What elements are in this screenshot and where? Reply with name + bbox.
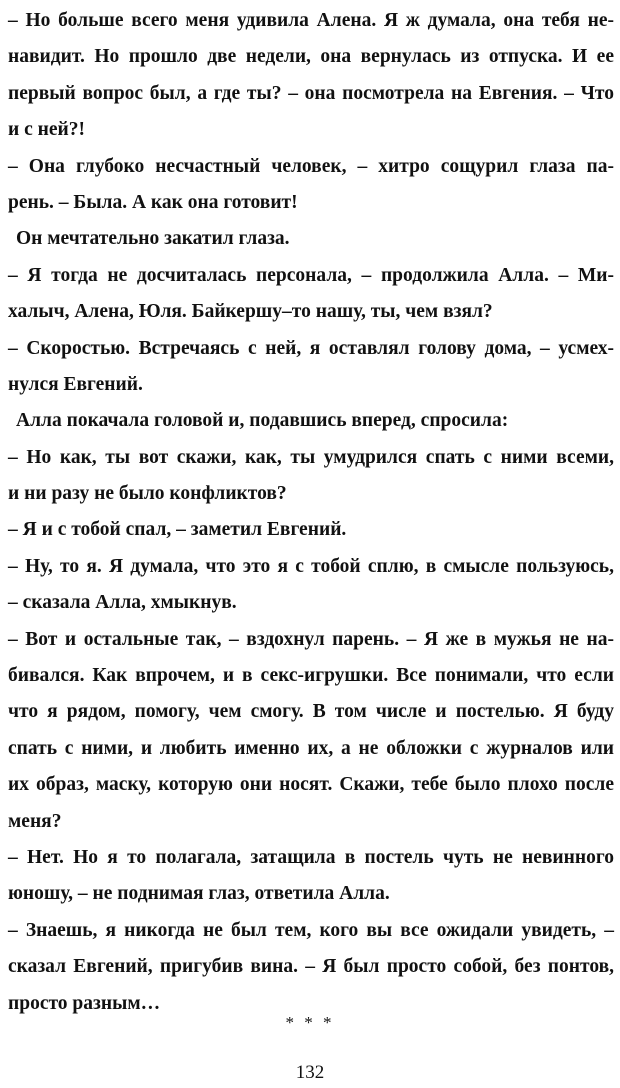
text-line: – сказала Алла, хмыкнув. xyxy=(8,592,237,614)
text-line: – Ну, то я. Я думала, что это я с тобой сплю, в смысле пользуюсь, xyxy=(8,555,614,577)
text-line: просто разным… xyxy=(8,992,161,1014)
text-line: бивался. Как впрочем, и в секс-игрушки. Все понимали, что если xyxy=(8,665,614,687)
page-number: 132 xyxy=(295,1062,325,1083)
text-line: – Но как, ты вот скажи, как, ты умудрился спать с ними всеми, xyxy=(8,446,614,468)
text-line: халыч, Алена, Юля. Байкершу–то нашу, ты, чем взял? xyxy=(8,301,493,323)
text-line: – Я тогда не досчиталась персонала, – продолжила Алла. – Ми- xyxy=(8,264,614,286)
section-separator: * * * xyxy=(285,1013,335,1032)
text-line: и с ней?! xyxy=(8,119,86,141)
text-line: меня? xyxy=(8,810,62,832)
text-line: – Она глубоко несчастный человек, – хитро сощурил глаза па- xyxy=(8,155,614,177)
text-line: – Нет. Но я то полагала, затащила в постель чуть не невинного xyxy=(8,846,614,868)
text-line: рень. – Была. А как она готовит! xyxy=(8,191,298,213)
text-line: – Знаешь, я никогда не был тем, кого вы все ожидали увидеть, – xyxy=(8,919,614,941)
text-line: и ни разу не было конфликтов? xyxy=(8,483,287,505)
text-line: сказал Евгений, пригубив вина. – Я был просто собой, без понтов, xyxy=(8,956,614,978)
text-line: нулся Евгений. xyxy=(8,373,143,395)
text-line: навидит. Но прошло две недели, она вернулась из отпуска. И ее xyxy=(8,46,614,68)
text-line: – Скоростью. Встречаясь с ней, я оставлял голову дома, – усмех- xyxy=(8,337,614,359)
text-line: что я рядом, помогу, чем смогу. В том числе и постелью. Я буду xyxy=(8,701,614,723)
page-text xyxy=(8,3,614,1022)
text-line: – Но больше всего меня удивила Алена. Я ж думала, она тебя не- xyxy=(8,10,614,31)
text-line: – Я и с тобой спал, – заметил Евгений. xyxy=(8,519,347,541)
text-line: спать с ними, и любить именно их, а не обложки с журналов или xyxy=(8,737,614,759)
text-line: Алла покачала головой и, подавшись вперед, спросила: xyxy=(16,410,509,432)
text-line: Он мечтательно закатил глаза. xyxy=(16,228,290,250)
text-line: юношу, – не поднимая глаз, ответила Алла. xyxy=(8,883,390,905)
text-line: – Вот и остальные так, – вздохнул парень. – Я же в мужья не на- xyxy=(8,628,614,650)
text-line: первый вопрос был, а где ты? – она посмотрела на Евгения. – Что xyxy=(8,82,614,104)
text-line: их образ, маску, которую они носят. Скажи, тебе было плохо после xyxy=(8,774,614,796)
